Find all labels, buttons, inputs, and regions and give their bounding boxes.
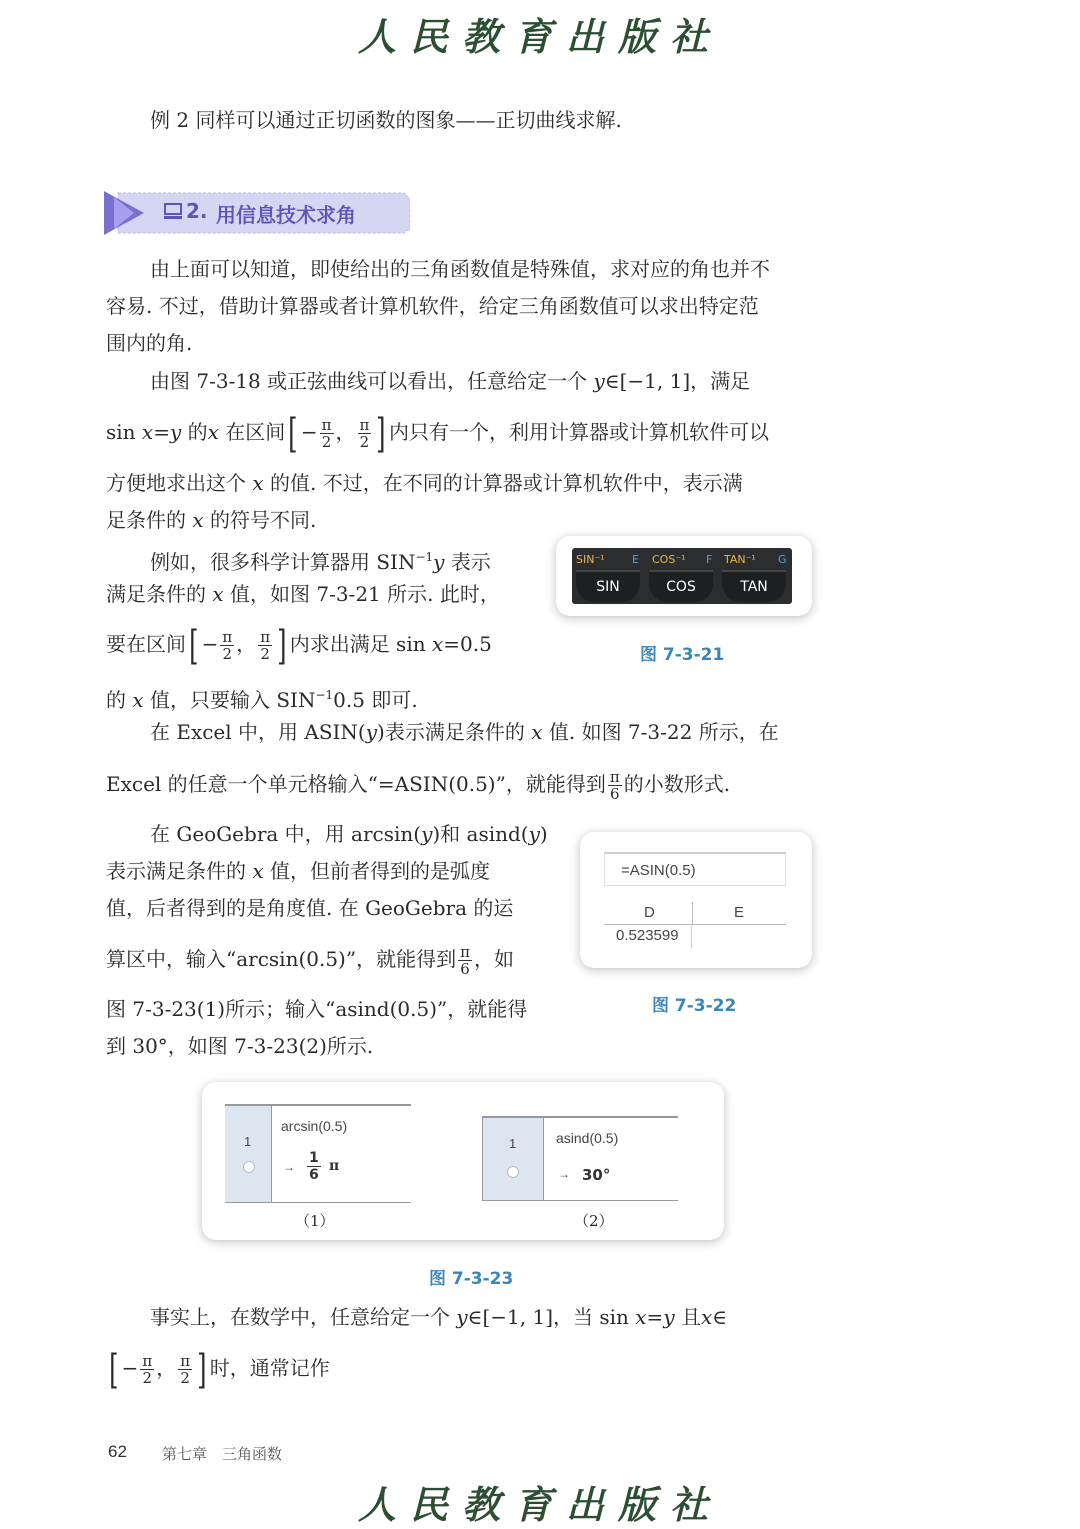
chapter-label: 第七章 三角函数 <box>162 1445 283 1463</box>
section-number: 2. <box>186 199 208 223</box>
subfigure-label-1: （1） <box>295 1212 335 1230</box>
computer-icon <box>164 202 182 224</box>
publisher-watermark-top: 人民教育出版社 <box>357 14 722 59</box>
geogebra-figure-card <box>202 1082 724 1240</box>
excel-column-header <box>604 898 786 925</box>
p3-line1: 例如，很多科学计算器用 $SIN^{-1}y$ 表示 <box>150 550 491 574</box>
row-number: 1 <box>509 1136 517 1151</box>
fraction-pi-over-2: $\frac{\pi}{2}$ <box>142 1352 153 1387</box>
visibility-toggle-icon <box>243 1161 255 1173</box>
result-degrees: 30° <box>582 1166 611 1184</box>
p5-line5: 图 7-3-23(1)所示；输入“asind(0.5)”，就能得 <box>106 997 528 1021</box>
result-numerator: 1 <box>309 1150 319 1166</box>
p1-line3: 围内的角. <box>106 331 193 355</box>
result-denominator: 6 <box>309 1167 319 1183</box>
excel-formula-bar: =ASIN(0.5) <box>604 852 786 886</box>
p1-line1: 由上面可以知道，即使给出的三角函数值是特殊值，求对应的角也并不 <box>150 257 770 281</box>
caption-fig-7-3-22: 图 7-3-22 <box>652 996 737 1016</box>
caption-fig-7-3-21: 图 7-3-21 <box>640 645 725 665</box>
p3-line2: 满足条件的 x 值，如图 7-3-21 所示. 此时， <box>106 582 500 606</box>
result-arrow-icon: → <box>558 1167 570 1181</box>
subfigure-label-2: （2） <box>574 1212 614 1230</box>
p2-line1: 由图 7-3-18 或正弦曲线可以看出，任意给定一个 y∈[−1, 1]，满足 <box>150 369 751 393</box>
row-number: 1 <box>244 1134 252 1149</box>
section-title: 用信息技术求角 <box>216 203 356 227</box>
result-pi: π <box>329 1158 340 1174</box>
key-letter-f: F <box>706 553 713 566</box>
input-expression: asind(0.5) <box>556 1130 619 1146</box>
p5-line4: 算区中，输入“arcsin(0.5)”，就能得到 $\frac{\pi}{6}$ ，如 <box>106 943 514 978</box>
p5-line1: 在 GeoGebra 中，用 arcsin(y)和 asind(y) <box>150 822 548 846</box>
key-letter-g: G <box>778 553 787 566</box>
cos-key: COS <box>649 570 713 602</box>
excel-figure-card <box>580 832 812 968</box>
row-gutter <box>225 1106 272 1202</box>
caption-fig-7-3-23: 图 7-3-23 <box>429 1269 514 1289</box>
sin-inverse-label: SIN⁻¹ <box>576 553 605 566</box>
p3-line4: 的 x 值，只要输入 $SIN^{-1}0.5$ 即可. <box>106 688 418 712</box>
p2-line4: 足条件的 x 的符号不同. <box>106 508 317 532</box>
p5-line2: 表示满足条件的 x 值，但前者得到的是弧度 <box>106 859 490 883</box>
p2-line2: sin x=y 的x 在区间[ − $\frac{\pi}{2}$ ， $\frac{\pi}{2}$ ] 内只有一个，利用计算器或计算机软件可以 <box>106 410 769 457</box>
geogebra-panel-1 <box>225 1104 411 1203</box>
p5-line3: 值，后者得到的是角度值. 在 GeoGebra 的运 <box>106 896 514 920</box>
cos-inverse-label: COS⁻¹ <box>652 553 686 566</box>
p5-line6: 到 30°，如图 7-3-23(2)所示. <box>106 1034 374 1058</box>
p1-line2: 容易. 不过，借助计算器或者计算机软件，给定三角函数值可以求出特定范 <box>106 294 759 318</box>
column-d-header: D <box>644 904 655 921</box>
sin-key: SIN <box>576 570 640 602</box>
geogebra-panel-2 <box>482 1116 678 1201</box>
fraction-pi-over-2: $\frac{\pi}{2}$ <box>180 1352 191 1387</box>
key-letter-e: E <box>632 553 639 566</box>
fraction-pi-over-2: $\frac{\pi}{2}$ <box>260 628 271 663</box>
row-gutter <box>482 1118 544 1200</box>
intro-line: 例 2 同样可以通过正切函数的图象——正切曲线求解. <box>150 108 622 132</box>
p6-line2: [ − $\frac{\pi}{2}$ ， $\frac{\pi}{2}$ ] 时，通常记作 <box>109 1346 330 1393</box>
section-banner <box>104 191 410 235</box>
p4-line2: Excel 的任意一个单元格输入“=ASIN(0.5)”，就能得到 $\frac{\pi}{6}$ 的小数形式. <box>106 768 731 803</box>
visibility-toggle-icon <box>507 1166 519 1178</box>
column-e-header: E <box>734 904 745 921</box>
fraction-pi-over-2: $\frac{\pi}{2}$ <box>359 416 370 451</box>
input-expression: arcsin(0.5) <box>281 1118 348 1134</box>
p2-line3: 方便地求出这个 x 的值. 不过，在不同的计算器或计算机软件中，表示满 <box>106 471 743 495</box>
tan-key: TAN <box>722 570 786 602</box>
fraction-pi-over-6: $\frac{\pi}{6}$ <box>609 768 620 803</box>
result-arrow-icon: → <box>283 1160 295 1174</box>
excel-cell-d1: 0.523599 <box>604 924 692 948</box>
calculator-keys-image <box>572 548 792 604</box>
fraction-pi-over-2: $\frac{\pi}{2}$ <box>321 416 332 451</box>
result-fraction <box>307 1150 321 1183</box>
p3-line3: 要在区间[ − $\frac{\pi}{2}$ ， $\frac{\pi}{2}$ ] 内求出满足 sin x=0.5 <box>106 622 492 669</box>
publisher-watermark-bottom: 人民教育出版社 <box>357 1482 722 1527</box>
page-number: 62 <box>108 1442 127 1461</box>
p4-line1: 在 Excel 中，用 ASIN(y)表示满足条件的 x 值. 如图 7-3-22 所示，在 <box>150 720 779 744</box>
fraction-pi-over-2: $\frac{\pi}{2}$ <box>222 628 233 663</box>
column-divider <box>692 902 693 924</box>
p6-line1: 事实上，在数学中，任意给定一个 y∈[−1, 1]，当 sin x=y 且x∈ <box>150 1305 728 1329</box>
fraction-pi-over-6: $\frac{\pi}{6}$ <box>460 943 470 978</box>
tan-inverse-label: TAN⁻¹ <box>724 553 756 566</box>
